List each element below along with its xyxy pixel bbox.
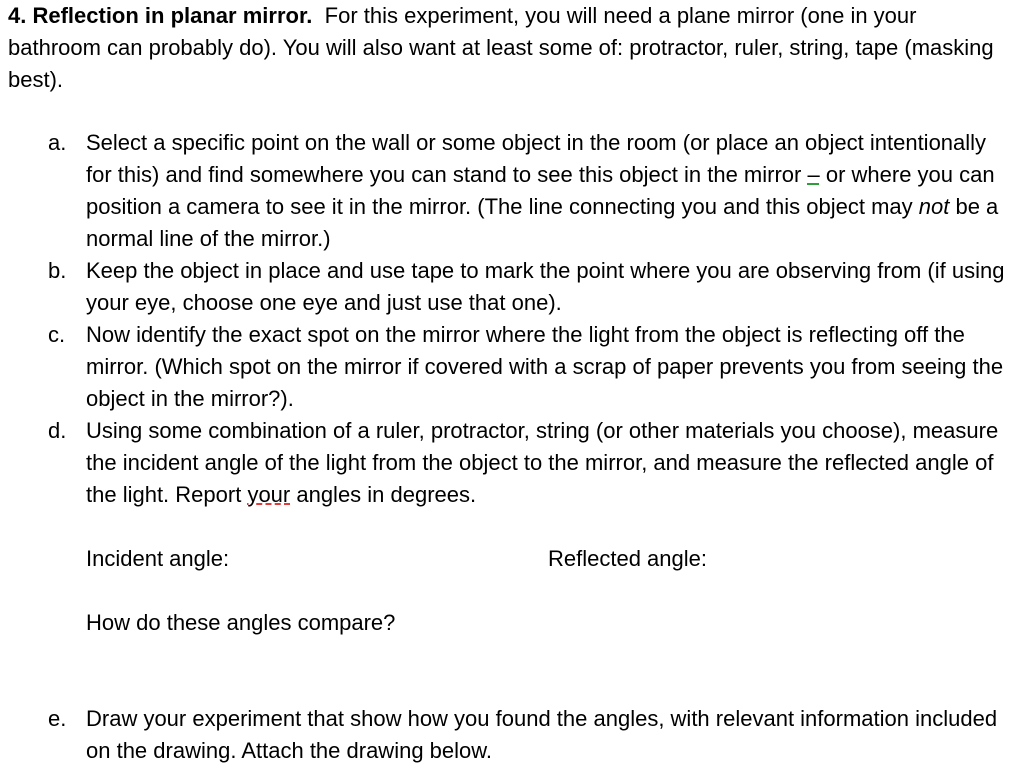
list-text-a-part1: Select a specific point on the wall or some object in the room (or place an object intentionally for this) and find somewhere you can stand to see this object in the mirror <box>86 130 987 187</box>
list-text-d-part2: angles in degrees. <box>290 482 477 507</box>
list-text-d-part1: Using some combination of a ruler, protractor, string (or other materials you choose), measure the incident angle of the light from the object to the mirror, and measure the reflected angle of the light. Report <box>86 418 999 507</box>
list-text-a <box>86 127 1010 255</box>
list-text-b: Keep the object in place and use tape to mark the point where you are observing from (if using your eye, choose one eye and just use that one). <box>86 258 1005 315</box>
emphasis-not: not <box>918 194 950 219</box>
list-text-a-part2: or where you can position a camera to see it in the mirror. (The line connecting you and this object may <box>86 162 995 219</box>
list-marker-d: d. <box>48 418 67 443</box>
list-marker-e: e. <box>48 706 67 731</box>
list-text-e: Draw your experiment that show how you found the angles, with relevant information included on the drawing. Attach the drawing below. <box>86 706 998 763</box>
section-heading: 4. Reflection in planar mirror. <box>8 3 313 28</box>
reflected-angle-label: Reflected angle: <box>548 546 707 571</box>
list-marker-c: c. <box>48 322 66 347</box>
incident-angle-label: Incident angle: <box>86 546 230 571</box>
intro-text: For this experiment, you will need a plane mirror (one in your bathroom can probably do). You will also want at least some of: protractor, ruler, string, tape (masking best). <box>8 3 994 92</box>
list-text-a-part3: be a normal line of the mirror.) <box>86 194 999 251</box>
grammar-flag-your[interactable]: your <box>247 482 291 507</box>
compare-question-label: How do these angles compare? <box>86 610 396 635</box>
list-marker-a: a. <box>48 130 67 155</box>
list-text-d <box>86 415 1010 511</box>
intro-paragraph <box>8 0 1008 96</box>
list-text-c: Now identify the exact spot on the mirror where the light from the object is reflecting off the mirror. (Which spot on the mirror if covered with a scrap of paper prevents you from seeing the object in the mirror?). <box>86 322 1004 411</box>
grammar-flag-dash: – <box>807 162 820 187</box>
list-marker-b: b. <box>48 258 67 283</box>
